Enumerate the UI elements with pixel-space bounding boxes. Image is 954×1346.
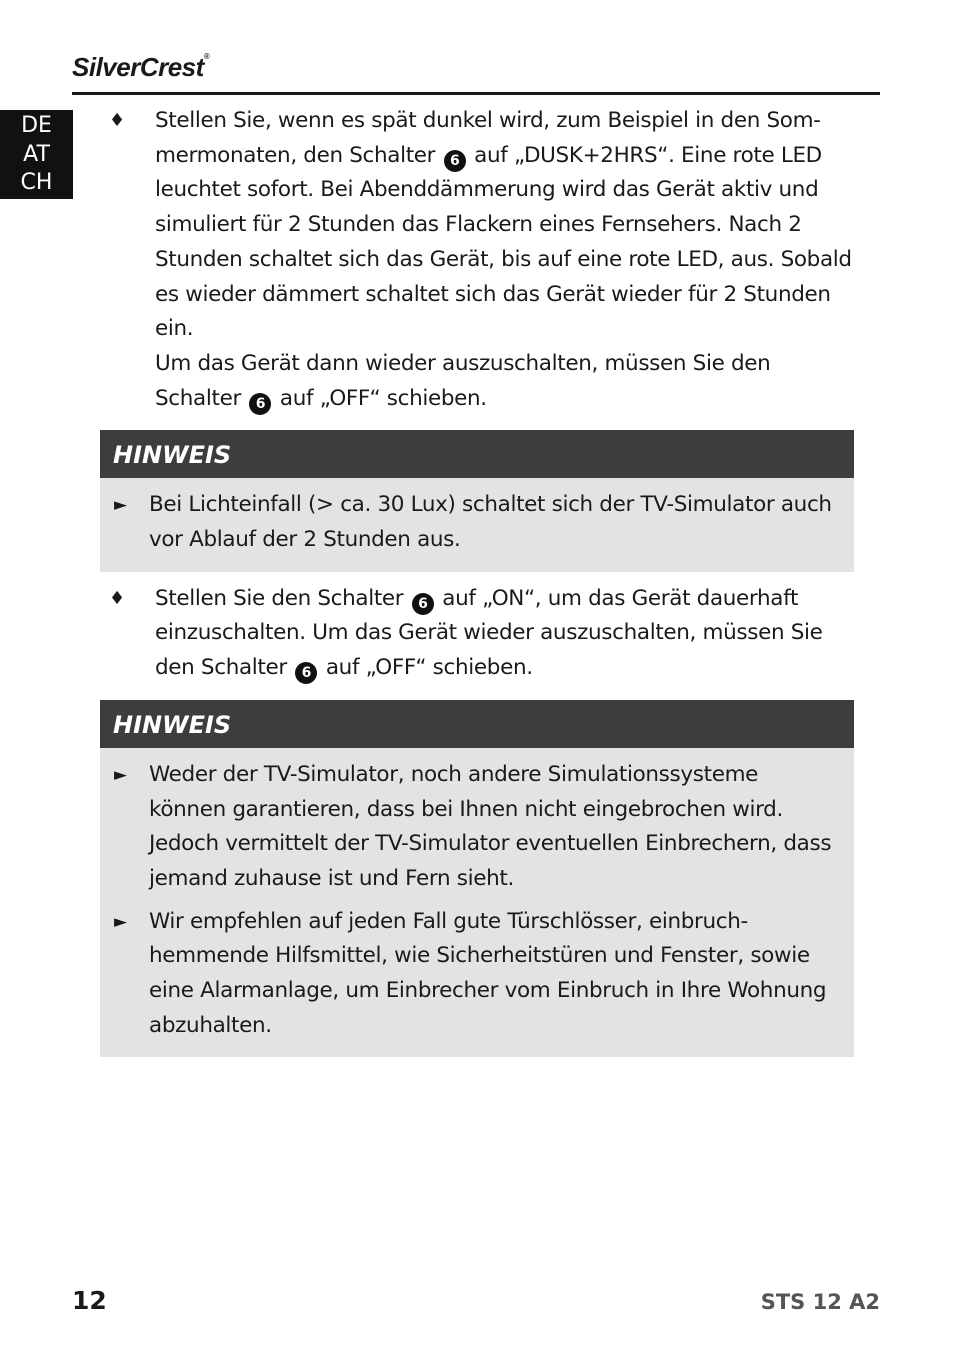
note-title: HINWEIS — [100, 430, 854, 478]
instruction-off-text: Um das Gerät dann wieder auszuschalten, müssen Sie den Schalter 6 auf „OFF“ schieben. — [155, 347, 854, 416]
note-item — [100, 905, 854, 1044]
triangle-arrow-icon: ► — [114, 911, 127, 932]
circled-number-icon: 6 — [295, 662, 317, 684]
diamond-bullet-icon: ♦ — [109, 110, 125, 131]
lang-ch: CH — [20, 170, 53, 195]
model-number: STS 12 A2 — [760, 1290, 880, 1314]
diamond-bullet-icon: ♦ — [109, 587, 125, 609]
page-number: 12 — [72, 1286, 107, 1315]
brand-text: SilverCrest — [72, 52, 204, 82]
note-item-text: Wir empfehlen auf jeden Fall gute Türschlösser, einbruch-hemmende Hilfsmittel, wie Sicherheitstüren und Fenster, sowie eine Alarmanlage, um Einbrecher vom Einbruch in Ihre Wohnung abzuhalten. — [149, 908, 827, 1038]
registered-mark: ® — [203, 52, 210, 61]
lang-de: DE — [21, 113, 52, 138]
page-content — [100, 104, 854, 1057]
note-item-text: Bei Lichteinfall (> ca. 30 Lux) schaltet sich der TV-Simulator auch vor Ablauf der 2 Stunden aus. — [149, 492, 832, 553]
note-item — [100, 488, 854, 557]
note-item — [100, 758, 854, 897]
instruction-dusk — [100, 104, 854, 416]
instruction-on-text: Stellen Sie den Schalter 6 auf „ON“, um das Gerät dauerhaft einzuschalten. Um das Gerät wieder auszuschalten, müssen Sie den Schalter 6 auf „OFF“ schieben. — [155, 582, 854, 686]
triangle-arrow-icon: ► — [114, 764, 127, 785]
instruction-dusk-text: Stellen Sie, wenn es spät dunkel wird, zum Beispiel in den Som-mermonaten, den Schalter 6 auf „DUSK+2HRS“. Eine rote LED leuchtet sofort. Bei Abenddämmerung wird das Gerät aktiv und simuliert für 2 Stunden das Flackern eines Fernsehers. Nach 2 Stunden schaltet sich das Gerät, bis auf eine rote LED, aus. Sobald es wieder dämmert schaltet sich das Gerät wieder für 2 Stunden ein. — [155, 108, 852, 342]
note-item-text: Weder der TV-Simulator, noch andere Simulationssysteme können garantieren, dass bei Ihnen nicht eingebrochen wird. Jedoch vermittelt der TV-Simulator eventuellen Einbrechern, dass jemand zuhause ist und Fern sieht. — [149, 761, 832, 891]
circled-number-icon: 6 — [412, 593, 434, 615]
circled-number-icon: 6 — [249, 393, 271, 415]
language-tab — [0, 110, 73, 199]
instruction-on — [100, 582, 854, 686]
note-box-2 — [100, 700, 854, 1058]
note-box-1 — [100, 430, 854, 571]
note-title: HINWEIS — [100, 700, 854, 748]
brand-logo — [72, 52, 209, 83]
triangle-arrow-icon: ► — [114, 495, 127, 516]
circled-number-icon: 6 — [444, 150, 466, 172]
lang-at: AT — [23, 141, 50, 167]
header-rule — [72, 92, 880, 95]
